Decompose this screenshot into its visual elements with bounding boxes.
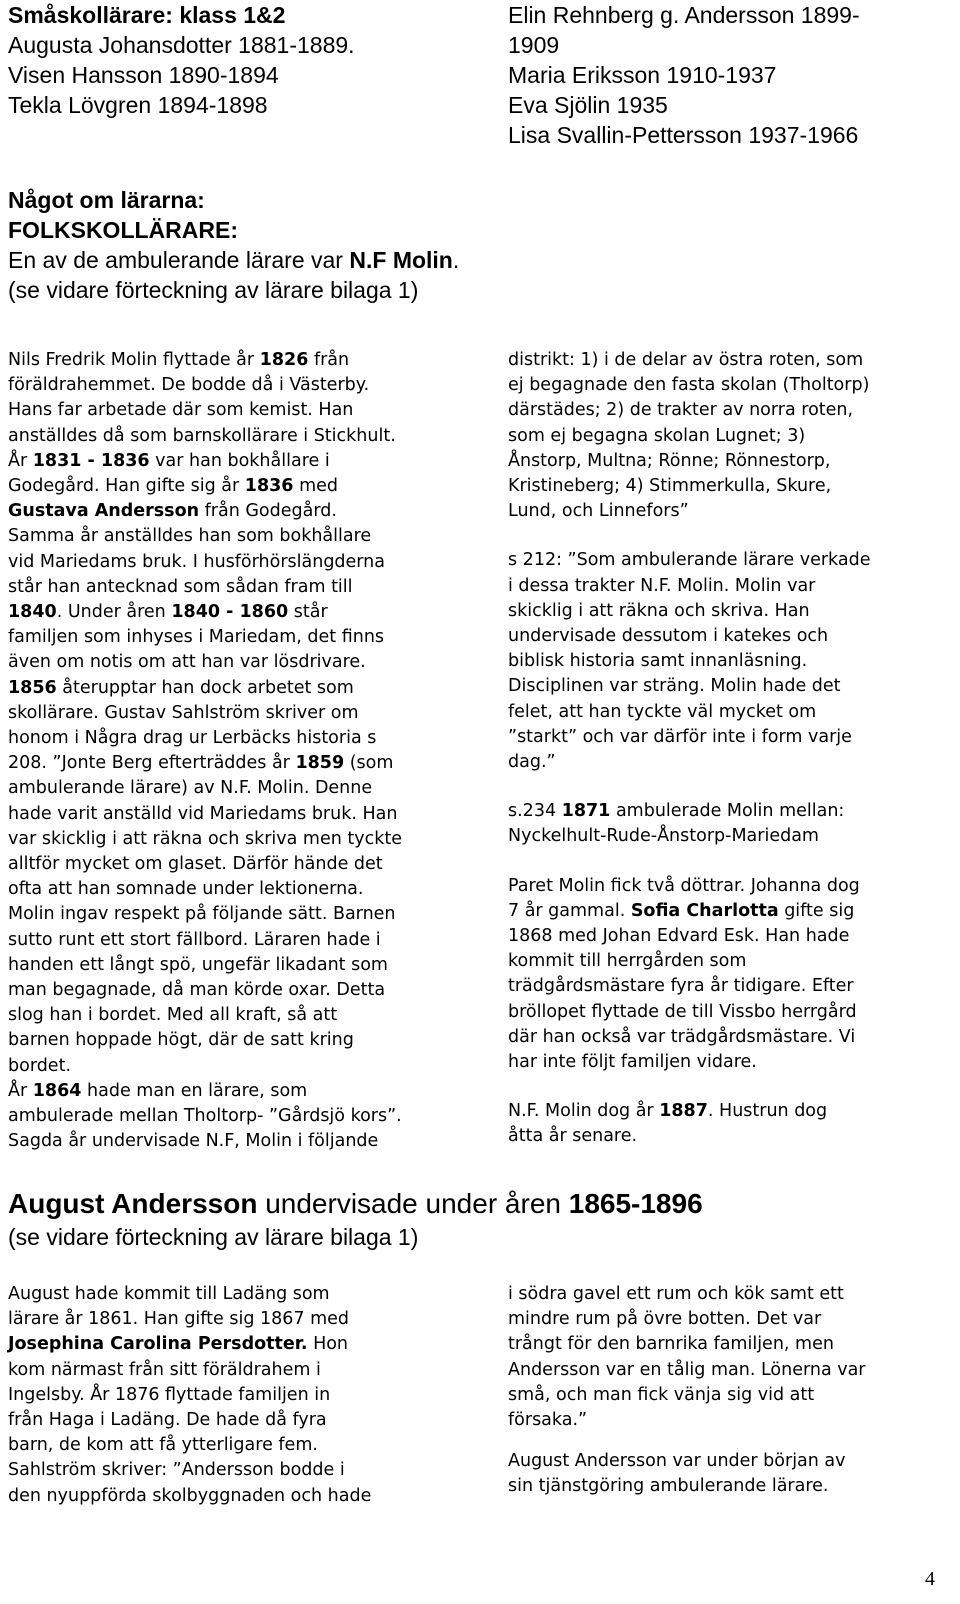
text-segment: honom i Några drag ur Lerbäcks historia s xyxy=(8,728,377,749)
text-segment: Hans far arbetade där som kemist. Han xyxy=(8,400,354,421)
heading-nagot-om-lararna: Något om lärarna: xyxy=(8,187,205,213)
text-line xyxy=(508,1025,953,1050)
text-line xyxy=(508,449,953,474)
text-line xyxy=(508,1099,953,1124)
reference-line: (se vidare förteckning av lärare bilaga 1) xyxy=(8,277,419,303)
header-title: Småskollärare: klass 1&2 xyxy=(8,2,286,28)
text-segment: sin tjänstgöring ambulerande lärare. xyxy=(508,1476,829,1497)
paragraph xyxy=(508,348,953,524)
text-line xyxy=(8,751,488,776)
bold-text: 1864 xyxy=(32,1080,82,1101)
text-segment: . Under åren xyxy=(56,602,172,623)
heading-years: 1865-1896 xyxy=(568,1188,703,1219)
text-segment: står xyxy=(288,602,328,623)
text-line xyxy=(8,575,488,600)
text-line xyxy=(8,726,488,751)
section1-left-column xyxy=(8,348,488,1155)
text-segment: ej begagnade den fasta skolan (Tholtorp) xyxy=(508,375,870,396)
text-line xyxy=(8,1358,488,1383)
text-line xyxy=(508,874,953,899)
text-line xyxy=(508,624,953,649)
text-line xyxy=(8,625,488,650)
bold-text: 1840 - 1860 xyxy=(171,602,289,623)
text-line xyxy=(508,398,953,423)
text-line xyxy=(8,1332,488,1357)
text-line xyxy=(8,1104,488,1129)
text-line xyxy=(508,548,953,573)
text-line xyxy=(8,474,488,499)
bold-text: 1856 xyxy=(8,677,57,698)
text-segment: kommit till herrgården som xyxy=(508,951,747,972)
text-segment: som ej begagna skolan Lugnet; 3) xyxy=(508,425,806,446)
text-line xyxy=(8,827,488,852)
text-line xyxy=(508,474,953,499)
text-segment: från Godegård. xyxy=(199,501,337,522)
text-line xyxy=(8,398,488,423)
text-line xyxy=(8,1003,488,1028)
header-right-line: 1909 xyxy=(508,32,560,58)
section2-title xyxy=(8,1186,953,1222)
text-segment: felet, att han tyckte väl mycket om xyxy=(508,701,817,722)
text-line xyxy=(8,600,488,625)
text-segment: bröllopet flyttade de till Vissbo herrgård xyxy=(508,1001,857,1022)
text-segment: hade varit anställd vid Mariedams bruk. Han xyxy=(8,803,398,824)
text-segment: distrikt: 1) i de delar av östra roten, som xyxy=(508,350,864,370)
text-line xyxy=(8,776,488,801)
text-line xyxy=(8,953,488,978)
text-line xyxy=(8,650,488,675)
text-segment: lärare år 1861. Han gifte sig 1867 med xyxy=(8,1309,350,1330)
text-segment: ofta att han somnade under lektionerna. xyxy=(8,879,364,900)
text-line xyxy=(508,824,953,849)
text-segment: skicklig i att räkna och skriva. Han xyxy=(508,600,810,621)
text-segment: var han bokhållare i xyxy=(149,450,330,471)
header-left-line: Visen Hansson 1890-1894 xyxy=(8,62,279,88)
text-segment: man begagnade, då man körde oxar. Detta xyxy=(8,980,386,1001)
text-segment: barnen hoppade högt, där de satt kring xyxy=(8,1030,354,1051)
teacher-name: August Andersson xyxy=(8,1188,258,1219)
intro-period: . xyxy=(452,247,460,273)
text-segment: s 212: ”Som ambulerande lärare verkade xyxy=(508,550,871,571)
heading-text: undervisade under åren xyxy=(257,1188,569,1219)
text-line xyxy=(508,424,953,449)
intro-text: En av de ambulerande lärare var xyxy=(8,247,350,273)
intro-line xyxy=(8,245,948,275)
text-line xyxy=(508,373,953,398)
text-segment: Ingelsby. År 1876 flyttade familjen in xyxy=(8,1384,331,1405)
text-segment: Samma år anställdes han som bokhållare xyxy=(8,526,372,547)
text-segment: August hade kommit till Ladäng som xyxy=(8,1284,330,1304)
text-segment: Ånstorp, Multna; Rönne; Rönnestorp, xyxy=(508,450,831,471)
text-segment: biblisk historia samt innanläsning. xyxy=(508,651,808,672)
text-line xyxy=(508,1449,953,1474)
text-segment: hade man en lärare, som xyxy=(81,1080,308,1101)
text-segment: dag.” xyxy=(508,752,556,773)
text-line xyxy=(8,902,488,927)
header-right-line: Elin Rehnberg g. Andersson 1899- xyxy=(508,2,860,28)
bold-text: 1826 xyxy=(259,350,309,370)
text-segment: har inte följt familjen vidare. xyxy=(508,1052,757,1073)
text-segment: Sahlström skriver: ”Andersson bodde i xyxy=(8,1460,345,1481)
section2-heading xyxy=(8,1186,953,1252)
text-segment: därstädes; 2) de trakter av norra roten, xyxy=(508,400,854,421)
text-segment: kom närmast från sitt föräldrahem i xyxy=(8,1359,321,1380)
text-segment: Molin ingav respekt på följande sätt. Barnen xyxy=(8,904,396,925)
section2-reference: (se vidare förteckning av lärare bilaga 1) xyxy=(8,1224,419,1250)
text-segment: återupptar han dock arbetet som xyxy=(56,677,354,698)
paragraph xyxy=(508,1282,953,1433)
text-line xyxy=(508,799,953,824)
bold-text: Gustava Andersson xyxy=(8,501,200,522)
text-line xyxy=(8,1458,488,1483)
paragraph xyxy=(508,1449,953,1499)
bold-text: 1836 xyxy=(244,476,294,497)
text-line xyxy=(508,899,953,924)
text-segment: från Haga i Ladäng. De hade då fyra xyxy=(8,1410,327,1431)
text-segment: 1868 med Johan Edvard Esk. Han hade xyxy=(508,926,850,947)
text-segment: även om notis om att han var lösdrivare. xyxy=(8,652,366,673)
text-segment: ambulerande lärare) av N.F. Molin. Denne xyxy=(8,778,373,799)
text-line xyxy=(508,700,953,725)
text-line xyxy=(508,649,953,674)
text-segment: undervisade dessutom i katekes och xyxy=(508,626,829,647)
page-number: 4 xyxy=(925,1568,935,1590)
text-segment: Hon xyxy=(307,1334,349,1355)
bold-text: 1871 xyxy=(561,801,611,822)
text-line xyxy=(8,1484,488,1509)
text-segment: alltför mycket om glaset. Därför hände det xyxy=(8,854,383,875)
text-line xyxy=(8,499,488,524)
text-line xyxy=(8,1433,488,1458)
paragraph xyxy=(508,799,953,849)
text-line xyxy=(8,524,488,549)
text-line xyxy=(508,1383,953,1408)
text-segment: Lund, och Linnefors” xyxy=(508,501,689,522)
text-segment: i södra gavel ett rum och kök samt ett xyxy=(508,1284,844,1304)
text-line xyxy=(8,1408,488,1433)
text-segment: Kristineberg; 4) Stimmerkulla, Skure, xyxy=(508,476,832,497)
text-segment: åtta år senare. xyxy=(508,1126,638,1147)
text-line xyxy=(8,1079,488,1104)
text-segment: ambulerade mellan Tholtorp- ”Gårdsjö kors”. xyxy=(8,1106,402,1127)
text-line xyxy=(508,974,953,999)
text-segment: sutto runt ett stort fällbord. Läraren hade i xyxy=(8,929,381,950)
text-segment: ”starkt” och var därför inte i form varje xyxy=(508,726,852,747)
text-line xyxy=(508,1474,953,1499)
section1-heading xyxy=(8,185,948,305)
paragraph xyxy=(508,548,953,775)
text-segment: Godegård. Han gifte sig år xyxy=(8,476,245,497)
text-line xyxy=(8,1028,488,1053)
text-line xyxy=(508,499,953,524)
text-segment: föräldrahemmet. De bodde då i Västerby. xyxy=(8,375,370,396)
text-segment: barn, de kom att få ytterligare fem. xyxy=(8,1435,318,1456)
text-line xyxy=(508,1358,953,1383)
text-segment: s.234 xyxy=(508,801,562,822)
bold-text: 1831 - 1836 xyxy=(32,450,150,471)
text-line xyxy=(8,1129,488,1154)
text-segment: År xyxy=(8,450,33,471)
text-line xyxy=(508,574,953,599)
header-right-line: Eva Sjölin 1935 xyxy=(508,92,668,118)
text-segment: små, och man fick vänja sig vid att xyxy=(508,1384,815,1405)
bold-text: 1840 xyxy=(8,602,57,623)
text-segment: . Hustrun dog xyxy=(707,1101,828,1122)
bold-text: Sofia Charlotta xyxy=(630,900,779,921)
text-segment: August Andersson var under början av xyxy=(508,1451,846,1472)
section2-right-column xyxy=(508,1282,953,1500)
text-segment: trädgårdsmästare fyra år tidigare. Efter xyxy=(508,976,854,997)
text-segment: mindre rum på övre botten. Det var xyxy=(508,1309,822,1330)
text-line xyxy=(508,725,953,750)
text-segment: skollärare. Gustav Sahlström skriver om xyxy=(8,702,359,723)
header-right-line: Lisa Svallin-Pettersson 1937-1966 xyxy=(508,122,859,148)
section2-left-column xyxy=(8,1282,488,1509)
bold-text: 1859 xyxy=(295,753,345,774)
text-line xyxy=(8,676,488,701)
text-line xyxy=(508,348,953,373)
text-line xyxy=(508,1408,953,1433)
text-segment: i dessa trakter N.F. Molin. Molin var xyxy=(508,575,816,596)
text-line xyxy=(8,928,488,953)
text-line xyxy=(8,852,488,877)
text-segment: var skicklig i att räkna och skriva men tyckte xyxy=(8,828,402,849)
intro-name: N.F Molin xyxy=(349,247,453,273)
text-segment: där han också var trädgårdsmästare. Vi xyxy=(508,1026,856,1047)
text-segment: Andersson var en tålig man. Lönerna var xyxy=(508,1359,866,1380)
text-line xyxy=(8,424,488,449)
text-line xyxy=(8,1282,488,1307)
text-line xyxy=(8,1383,488,1408)
text-segment: anställdes då som barnskollärare i Stickhult. xyxy=(8,425,396,446)
text-segment: familjen som inhyses i Mariedam, det finns xyxy=(8,627,385,648)
text-segment: Paret Molin fick två döttrar. Johanna dog xyxy=(508,875,860,896)
text-segment: försaka.” xyxy=(508,1410,588,1431)
text-line xyxy=(508,1332,953,1357)
text-line xyxy=(508,924,953,949)
text-segment: vid Mariedams bruk. I husförhörslängderna xyxy=(8,551,386,572)
text-line xyxy=(8,373,488,398)
text-segment: handen ett långt spö, ungefär likadant som xyxy=(8,954,388,975)
text-line xyxy=(508,949,953,974)
text-segment: (som xyxy=(344,753,394,774)
text-segment: Nyckelhult-Rude-Ånstorp-Mariedam xyxy=(508,826,819,847)
text-segment: gifte sig xyxy=(778,900,855,921)
text-line xyxy=(8,550,488,575)
header-left-line: Tekla Lövgren 1894-1898 xyxy=(8,92,268,118)
text-line xyxy=(8,802,488,827)
text-segment: från xyxy=(308,350,350,370)
text-line xyxy=(508,1124,953,1149)
text-line xyxy=(8,348,488,373)
text-line xyxy=(508,1050,953,1075)
header-left-line: Augusta Johansdotter 1881-1889. xyxy=(8,32,355,58)
text-segment: bordet. xyxy=(8,1055,72,1076)
text-line xyxy=(8,449,488,474)
text-segment: med xyxy=(293,476,338,497)
text-line xyxy=(508,674,953,699)
text-line xyxy=(508,599,953,624)
heading-folkskollarare: FOLKSKOLLÄRARE: xyxy=(8,217,238,243)
text-segment: trångt för den barnrika familjen, men xyxy=(508,1334,834,1355)
text-line xyxy=(8,1054,488,1079)
text-segment: den nyuppförda skolbyggnaden och hade xyxy=(8,1485,372,1506)
text-line xyxy=(508,1282,953,1307)
text-segment: 208. ”Jonte Berg efterträddes år xyxy=(8,753,296,774)
header-right-line: Maria Eriksson 1910-1937 xyxy=(508,62,777,88)
text-line xyxy=(8,978,488,1003)
text-segment: ambulerade Molin mellan: xyxy=(610,801,845,822)
text-line xyxy=(8,877,488,902)
text-line xyxy=(8,701,488,726)
bold-text: Josephina Carolina Persdotter. xyxy=(8,1334,308,1355)
text-segment: N.F. Molin dog år xyxy=(508,1101,660,1122)
text-segment: Disciplinen var sträng. Molin hade det xyxy=(508,676,841,697)
text-segment: slog han i bordet. Med all kraft, så att xyxy=(8,1005,338,1026)
text-line xyxy=(508,1307,953,1332)
text-line xyxy=(508,1000,953,1025)
text-segment: Nils Fredrik Molin flyttade år xyxy=(8,350,260,370)
text-segment: Sagda år undervisade N.F, Molin i följande xyxy=(8,1131,379,1152)
text-line xyxy=(8,1307,488,1332)
paragraph xyxy=(508,874,953,1076)
header-right xyxy=(508,0,953,150)
text-segment: År xyxy=(8,1080,33,1101)
text-segment: 7 år gammal. xyxy=(508,900,631,921)
bold-text: 1887 xyxy=(659,1101,708,1122)
text-line xyxy=(508,750,953,775)
section1-right-column xyxy=(508,348,953,1150)
text-segment: står han antecknad som sådan fram till xyxy=(8,576,353,597)
header-left xyxy=(8,0,498,120)
paragraph xyxy=(508,1099,953,1149)
